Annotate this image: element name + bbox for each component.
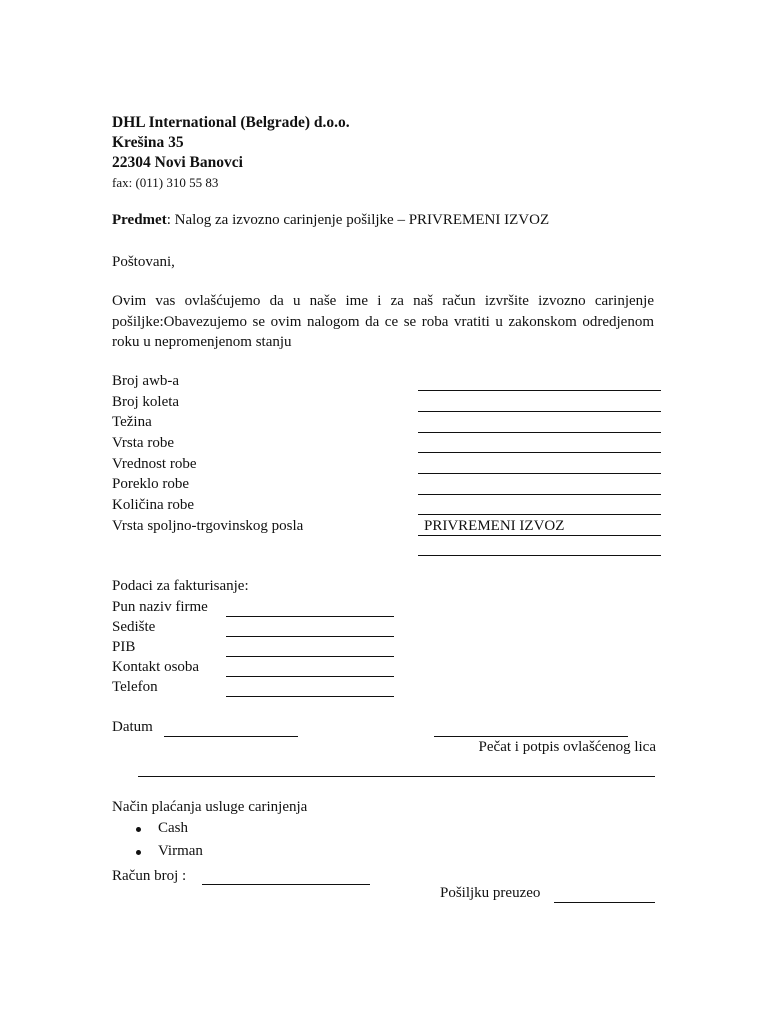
field-label-koleta: Broj koleta — [112, 394, 180, 410]
signature-line[interactable] — [434, 736, 628, 737]
separator-line — [138, 776, 655, 777]
billing-label-sediste: Sedište — [112, 619, 156, 635]
field-label-awb: Broj awb-a — [112, 373, 180, 389]
addressee-city: 22304 Novi Banovci — [112, 154, 243, 171]
bullet-icon — [136, 850, 141, 855]
field-line-poreklo[interactable] — [418, 494, 661, 495]
field-line-extra[interactable] — [418, 555, 661, 556]
field-line-posao[interactable] — [418, 535, 661, 536]
account-label: Račun broj : — [112, 868, 187, 884]
field-line-vrsta-robe[interactable] — [418, 452, 661, 453]
billing-label-pib: PIB — [112, 639, 136, 655]
subject-label: Predmet — [112, 212, 167, 228]
account-line[interactable] — [202, 884, 370, 885]
payment-heading: Način plaćanja usluge carinjenja — [112, 799, 308, 815]
greeting: Poštovani, — [112, 254, 175, 270]
field-label-vrednost: Vrednost robe — [112, 456, 197, 472]
billing-heading: Podaci za fakturisanje: — [112, 578, 249, 594]
field-label-posao: Vrsta spoljno-trgovinskog posla — [112, 518, 304, 534]
subject-text: : Nalog za izvozno carinjenje pošiljke – PRIVREMENI IZVOZ — [166, 212, 550, 228]
billing-label-firma: Pun naziv firme — [112, 599, 208, 615]
billing-line-firma[interactable] — [226, 616, 394, 617]
received-line[interactable] — [554, 902, 655, 903]
addressee-street: Krešina 35 — [112, 134, 184, 151]
body-paragraph: Ovim vas ovlašćujemo da u naše ime i za naš račun izvršite izvozno carinjenje pošiljke:Obavezujemo se ovim nalogom da ce se roba vratiti u zakonskom odredjenom roku u nepromenjenom stanju — [112, 293, 654, 350]
field-value-posao: PRIVREMENI IZVOZ — [424, 518, 565, 534]
billing-line-sediste[interactable] — [226, 636, 394, 637]
field-line-vrednost[interactable] — [418, 473, 661, 474]
billing-line-pib[interactable] — [226, 656, 394, 657]
field-line-tezina[interactable] — [418, 432, 661, 433]
bullet-icon — [136, 827, 141, 832]
received-label: Pošiljku preuzeo — [440, 885, 541, 901]
payment-option-virman[interactable]: Virman — [158, 843, 203, 859]
billing-label-telefon: Telefon — [112, 679, 158, 695]
addressee-company: DHL International (Belgrade) d.o.o. — [112, 114, 350, 131]
field-label-tezina: Težina — [112, 414, 152, 430]
signature-label: Pečat i potpis ovlašćenog lica — [478, 739, 656, 755]
subject-line — [112, 212, 549, 229]
payment-option-cash[interactable]: Cash — [158, 820, 188, 836]
field-label-kolicina: Količina robe — [112, 497, 195, 513]
field-label-vrsta-robe: Vrsta robe — [112, 435, 174, 451]
field-line-awb[interactable] — [418, 390, 661, 391]
date-line[interactable] — [164, 736, 298, 737]
billing-line-kontakt[interactable] — [226, 676, 394, 677]
billing-label-kontakt: Kontakt osoba — [112, 659, 200, 675]
billing-line-telefon[interactable] — [226, 696, 394, 697]
addressee-fax: fax: (011) 310 55 83 — [112, 175, 219, 190]
field-line-kolicina[interactable] — [418, 514, 661, 515]
field-label-poreklo: Poreklo robe — [112, 476, 190, 492]
date-label: Datum — [112, 719, 153, 735]
field-line-koleta[interactable] — [418, 411, 661, 412]
